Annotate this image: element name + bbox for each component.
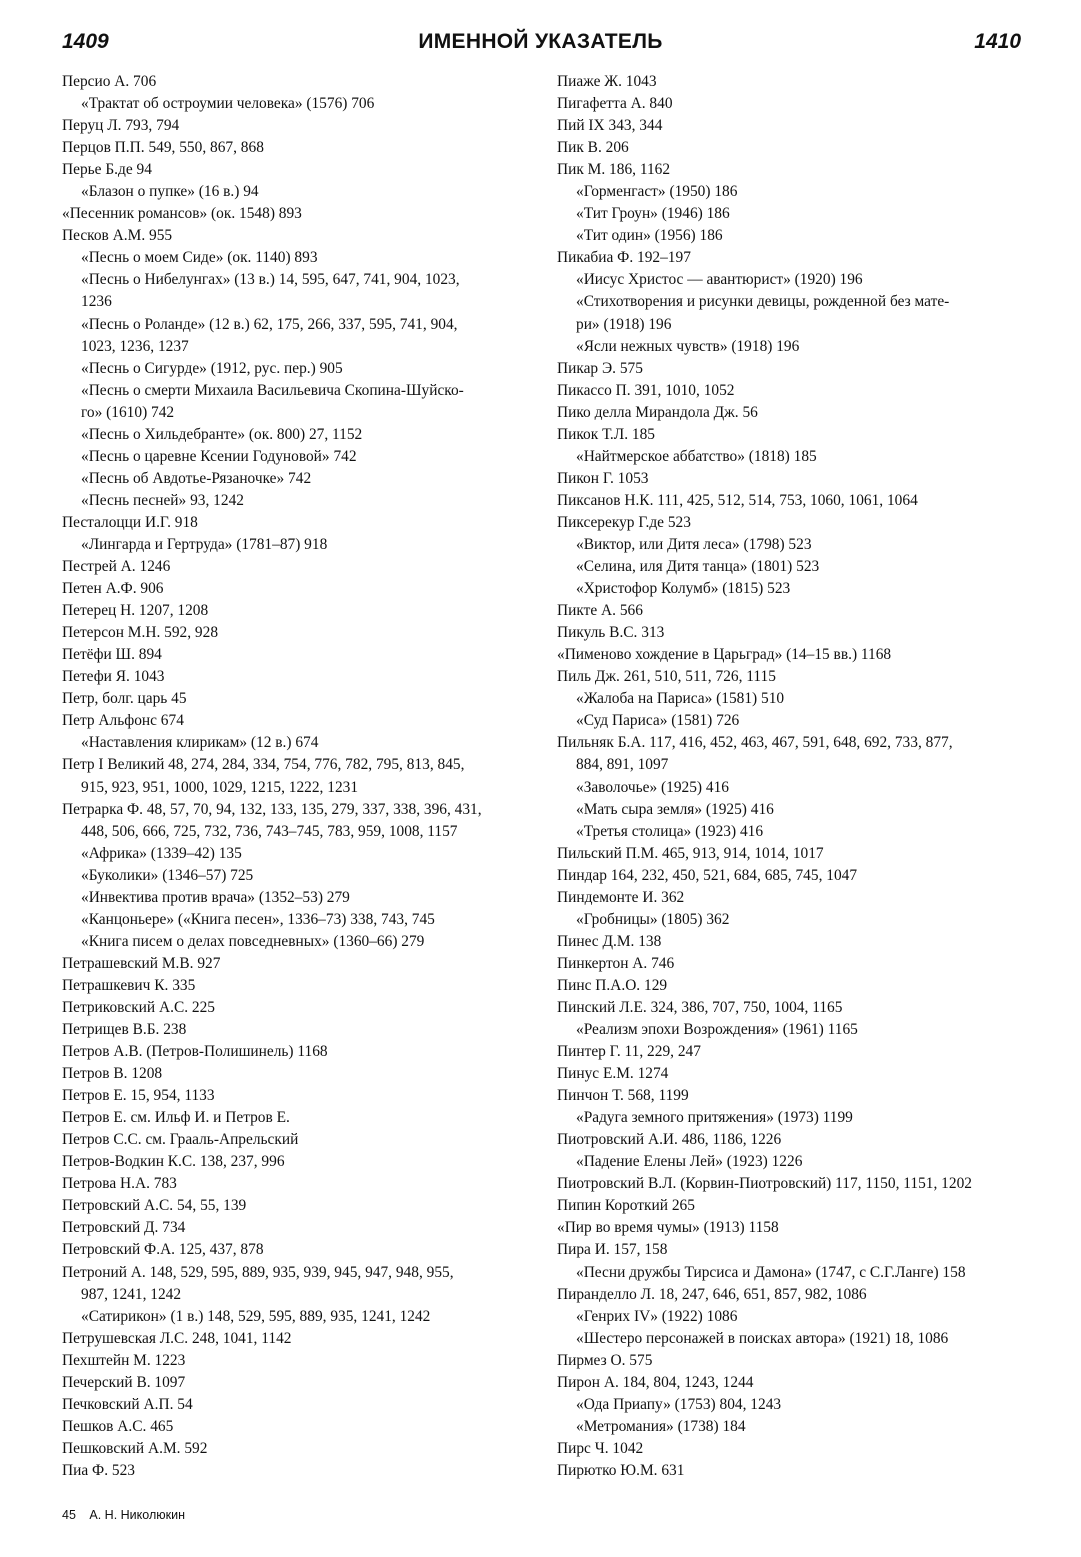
index-entry: Пинский Л.Е. 324, 386, 707, 750, 1004, 1165 (557, 998, 843, 1016)
index-subentry: 987, 1241, 1242 (81, 1285, 182, 1303)
index-subentry: «Песнь о моем Сиде» (ок. 1140) 893 (81, 249, 318, 267)
index-entry: Пирмез О. 575 (557, 1351, 653, 1369)
index-entry: Пиль Дж. 261, 510, 511, 726, 1115 (557, 668, 776, 686)
index-entry: Пикуль В.С. 313 (557, 624, 665, 642)
index-entry: Петров А.В. (Петров-Полишинель) 1168 (62, 1043, 328, 1061)
index-subentry: «Наставления клирикам» (12 в.) 674 (81, 734, 319, 752)
index-subentry: 448, 506, 666, 725, 732, 736, 743–745, 783, 959, 1008, 1157 (81, 822, 458, 840)
index-entry: Петрищев В.Б. 238 (62, 1021, 187, 1039)
index-subentry: «Книга писем о делах повседневных» (1360–66) 279 (81, 932, 425, 950)
index-entry: Пиндемонте И. 362 (557, 888, 685, 906)
index-subentry: 1023, 1236, 1237 (81, 337, 189, 355)
index-entry: Перцов П.П. 549, 550, 867, 868 (62, 139, 264, 157)
index-entry: Пигафетта А. 840 (557, 95, 673, 113)
index-subentry: «Генрих IV» (1922) 1086 (576, 1307, 738, 1325)
index-entry: Пий IX 343, 344 (557, 117, 663, 135)
index-entry: Петриковский А.С. 225 (62, 998, 215, 1016)
index-entry: Петров-Водкин К.С. 138, 237, 996 (62, 1153, 285, 1171)
index-entry: Пиранделло Л. 18, 247, 646, 651, 857, 982, 1086 (557, 1285, 867, 1303)
index-entry: Пико делла Мирандола Дж. 56 (557, 403, 758, 421)
index-entry: Пикабиа Ф. 192–197 (557, 249, 691, 267)
index-subentry: «Песнь о Роланде» (12 в.) 62, 175, 266, 337, 595, 741, 904, (81, 315, 458, 333)
index-entry: Петрова Н.А. 783 (62, 1175, 177, 1193)
index-entry: Пиаже Ж. 1043 (557, 73, 657, 90)
index-subentry: «Ясли нежных чувств» (1918) 196 (576, 337, 800, 355)
index-entry: Пик В. 206 (557, 139, 629, 157)
index-entry: Пирютко Ю.М. 631 (557, 1461, 685, 1479)
index-subentry: «Стихотворения и рисунки девицы, рожденной без мате- (576, 293, 950, 311)
index-entry: Петерец Н. 1207, 1208 (62, 602, 209, 620)
index-subentry: «Буколики» (1346–57) 725 (81, 866, 254, 884)
index-subentry: «Инвектива против врача» (1352–53) 279 (81, 888, 350, 906)
index-subentry: «Мать сыра земля» (1925) 416 (576, 800, 774, 818)
index-entry: Петрушевская Л.С. 248, 1041, 1142 (62, 1329, 292, 1347)
index-subentry: «Трактат об остроумии человека» (1576) 706 (81, 95, 375, 113)
index-subentry: «Метромания» (1738) 184 (576, 1417, 746, 1435)
signature-number: 45 (62, 1508, 76, 1522)
index-subentry: «Песнь о Хильдебранте» (ок. 800) 27, 1152 (81, 425, 363, 443)
index-entry: Персио А. 706 (62, 73, 157, 90)
index-entry: «Пир во время чумы» (1913) 1158 (557, 1219, 779, 1237)
index-subentry: «Селина, иля Дитя танца» (1801) 523 (576, 558, 820, 576)
index-entry: Пиксанов Н.К. 111, 425, 512, 514, 753, 1060, 1061, 1064 (557, 491, 918, 509)
index-entry: Пипин Короткий 265 (557, 1197, 695, 1215)
index-entry: Пикте А. 566 (557, 602, 643, 620)
index-entry: Пинкертон А. 746 (557, 954, 675, 972)
index-entry: Петров С.С. см. Грааль-Апрельский (62, 1131, 299, 1149)
index-entry: Пинс П.А.О. 129 (557, 976, 668, 994)
index-subentry: «Христофор Колумб» (1815) 523 (576, 580, 791, 598)
index-entry: Пирон А. 184, 804, 1243, 1244 (557, 1373, 754, 1391)
index-entry: Пестрей А. 1246 (62, 558, 171, 576)
index-entry: Пикар Э. 575 (557, 359, 643, 377)
index-entry: Петров В. 1208 (62, 1065, 163, 1083)
index-subentry: 884, 891, 1097 (576, 756, 669, 774)
index-subentry: «Песнь песней» 93, 1242 (81, 491, 244, 509)
index-entry: Пикон Г. 1053 (557, 469, 649, 487)
index-subentry: «Найтмерское аббатство» (1818) 185 (576, 447, 817, 465)
index-subentry: «Тит один» (1956) 186 (576, 227, 723, 245)
index-entry: Перье Б.де 94 (62, 161, 152, 179)
index-subentry: «Падение Елены Лей» (1923) 1226 (576, 1153, 803, 1171)
index-subentry: «Африка» (1339–42) 135 (81, 844, 242, 862)
index-subentry: «Жалоба на Париса» (1581) 510 (576, 690, 785, 708)
index-entry: Петр, болг. царь 45 (62, 690, 187, 708)
index-entry: Пиндар 164, 232, 450, 521, 684, 685, 745, 1047 (557, 866, 858, 884)
index-subentry: «Иисус Христос — авантюрист» (1920) 196 (576, 271, 863, 289)
index-column-right (557, 71, 1029, 1482)
index-entry: Пиксерекур Г.де 523 (557, 513, 691, 531)
index-column-left (62, 71, 534, 1482)
index-entry: Петерсон М.Н. 592, 928 (62, 624, 219, 642)
index-subentry: 1236 (81, 293, 112, 311)
index-entry: Пильский П.М. 465, 913, 914, 1014, 1017 (557, 844, 824, 862)
index-subentry: «Тит Гроун» (1946) 186 (576, 205, 730, 223)
page-number-left: 1409 (62, 30, 109, 53)
index-entry: Печковский А.П. 54 (62, 1395, 193, 1413)
index-entry: Пинтер Г. 11, 229, 247 (557, 1043, 701, 1061)
index-subentry: «Песнь о Нибелунгах» (13 в.) 14, 595, 647, 741, 904, 1023, (81, 271, 460, 289)
index-subentry: «Виктор, или Дитя леса» (1798) 523 (576, 535, 812, 553)
index-entry: Петефи Я. 1043 (62, 668, 165, 686)
index-entry: Печерский В. 1097 (62, 1373, 186, 1391)
index-entry: Пиа Ф. 523 (62, 1461, 135, 1479)
index-subentry: «Блазон о пупке» (16 в.) 94 (81, 183, 259, 201)
index-subentry: «Реализм эпохи Возрождения» (1961) 1165 (576, 1021, 858, 1039)
index-subentry: ри» (1918) 196 (576, 315, 672, 333)
index-subentry: «Заволочье» (1925) 416 (576, 778, 729, 796)
index-entry: Петров Е. 15, 954, 1133 (62, 1087, 215, 1105)
index-entry: Песталоцци И.Г. 918 (62, 513, 198, 531)
index-subentry: «Гробницы» (1805) 362 (576, 910, 730, 928)
index-entry: Пиотровский А.И. 486, 1186, 1226 (557, 1131, 782, 1149)
index-entry: Петровский Ф.А. 125, 437, 878 (62, 1241, 264, 1259)
page-title: ИМЕННОЙ УКАЗАТЕЛЬ (418, 30, 663, 53)
index-entry: Пиотровский В.Л. (Корвин-Пиотровский) 117, 1150, 1151, 1202 (557, 1175, 972, 1193)
index-subentry: го» (1610) 742 (81, 403, 175, 421)
index-subentry: «Ода Приапу» (1753) 804, 1243 (576, 1395, 782, 1413)
index-entry: Петроний А. 148, 529, 595, 889, 935, 939, 945, 947, 948, 955, (62, 1263, 454, 1281)
index-subentry: «Радуга земного притяжения» (1973) 1199 (576, 1109, 853, 1127)
index-entry: Пинес Д.М. 138 (557, 932, 662, 950)
index-subentry: «Лингарда и Гертруда» (1781–87) 918 (81, 535, 328, 553)
index-subentry: «Песнь о смерти Михаила Васильевича Скопина-Шуйско- (81, 381, 464, 399)
page-header (0, 30, 1081, 64)
index-entry: Перуц Л. 793, 794 (62, 117, 180, 135)
index-entry: Петен А.Ф. 906 (62, 580, 164, 598)
index-subentry: «Горменгаст» (1950) 186 (576, 183, 738, 201)
index-entry: Пинчон Т. 568, 1199 (557, 1087, 689, 1105)
index-entry: Пикок Т.Л. 185 (557, 425, 655, 443)
index-subentry: «Суд Париса» (1581) 726 (576, 712, 740, 730)
index-entry: Пик М. 186, 1162 (557, 161, 671, 179)
index-subentry: «Сатирикон» (1 в.) 148, 529, 595, 889, 935, 1241, 1242 (81, 1307, 431, 1325)
index-entry: Пешковский А.М. 592 (62, 1439, 208, 1457)
index-subentry: 915, 923, 951, 1000, 1029, 1215, 1222, 1231 (81, 778, 359, 796)
index-subentry: «Шестеро персонажей в поисках автора» (1921) 18, 1086 (576, 1329, 949, 1347)
index-entry: Петрарка Ф. 48, 57, 70, 94, 132, 133, 135, 279, 337, 338, 396, 431, (62, 800, 482, 818)
index-entry: «Пименово хождение в Царьград» (14–15 вв.) 1168 (557, 646, 892, 664)
index-subentry: «Песни дружбы Тирсиса и Дамона» (1747, с С.Г.Ланге) 158 (576, 1263, 966, 1281)
index-entry: Пирс Ч. 1042 (557, 1439, 644, 1457)
index-entry: Петр Альфонс 674 (62, 712, 184, 730)
index-subentry: «Третья столица» (1923) 416 (576, 822, 764, 840)
index-subentry: «Песнь об Авдотье-Рязаночке» 742 (81, 469, 312, 487)
footer-author: А. Н. Николюкин (89, 1508, 185, 1522)
index-entry: Пинус Е.М. 1274 (557, 1065, 669, 1083)
index-entry: Петр I Великий 48, 274, 284, 334, 754, 776, 782, 795, 813, 845, (62, 756, 465, 774)
index-entry: Пикассо П. 391, 1010, 1052 (557, 381, 735, 399)
index-entry: «Песенник романсов» (ок. 1548) 893 (62, 205, 302, 223)
index-entry: Петёфи Ш. 894 (62, 646, 162, 664)
index-entry: Песков А.М. 955 (62, 227, 173, 245)
index-entry: Пехштейн М. 1223 (62, 1351, 186, 1369)
index-subentry: «Песнь о Сигурде» (1912, рус. пер.) 905 (81, 359, 343, 377)
index-entry: Петров Е. см. Ильф И. и Петров Е. (62, 1109, 290, 1127)
page-number-right: 1410 (974, 30, 1021, 53)
index-entry: Петрашевский М.В. 927 (62, 954, 221, 972)
index-entry: Петровский А.С. 54, 55, 139 (62, 1197, 247, 1215)
index-entry: Петровский Д. 734 (62, 1219, 186, 1237)
page-footer (62, 1508, 195, 1522)
index-subentry: «Канцоньере» («Книга песен», 1336–73) 338, 743, 745 (81, 910, 435, 928)
index-subentry: «Песнь о царевне Ксении Годуновой» 742 (81, 447, 357, 465)
index-entry: Пильняк Б.А. 117, 416, 452, 463, 467, 591, 648, 692, 733, 877, (557, 734, 953, 752)
index-entry: Пешков А.С. 465 (62, 1417, 174, 1435)
index-entry: Петрашкевич К. 335 (62, 976, 196, 994)
index-entry: Пира И. 157, 158 (557, 1241, 668, 1259)
